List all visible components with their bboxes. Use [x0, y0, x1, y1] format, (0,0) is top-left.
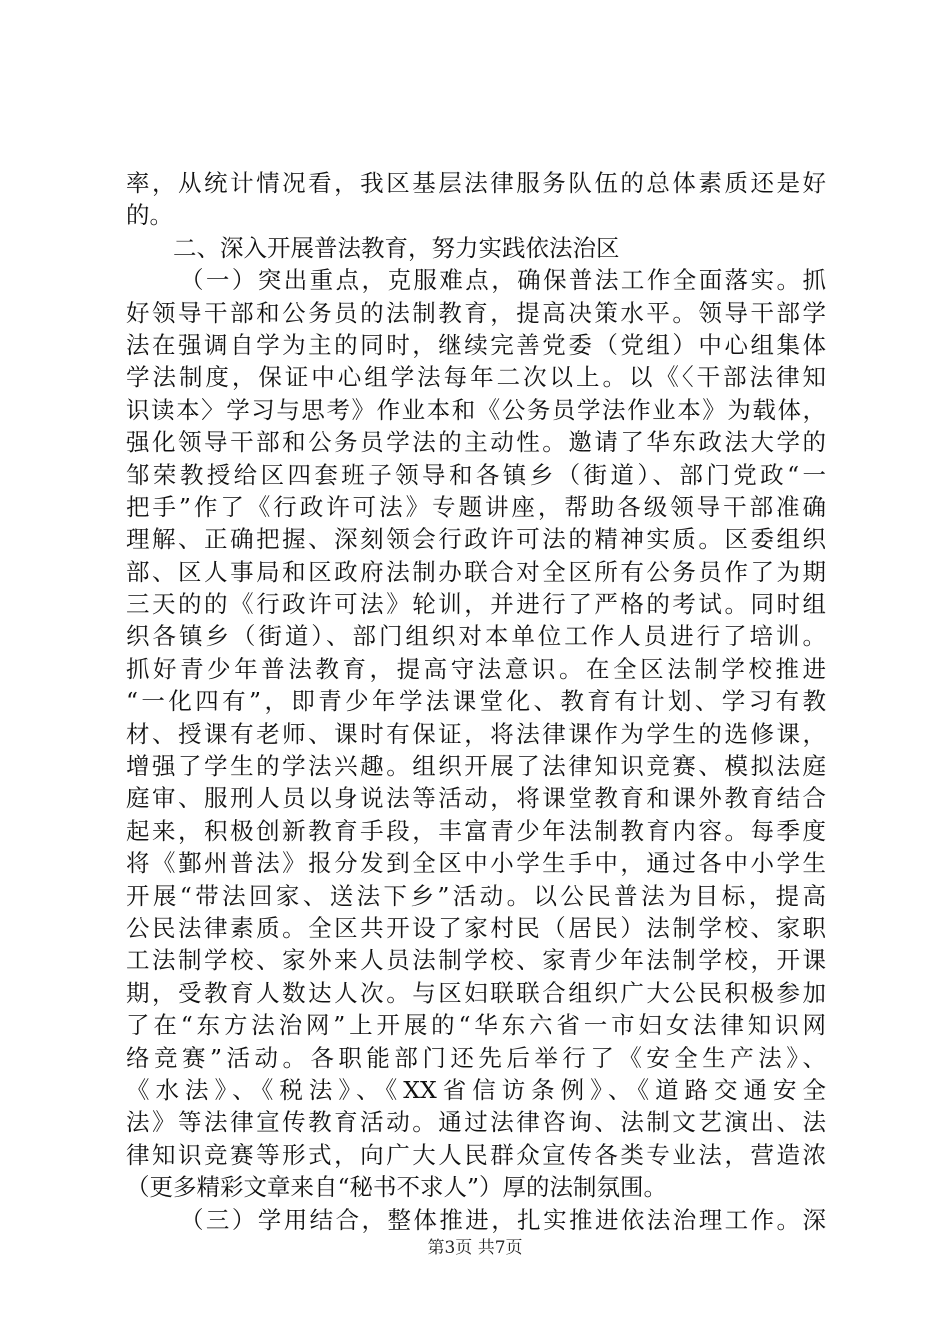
text-line: 增强了学生的学法兴趣。组织开展了法律知识竞赛、模拟法庭 — [126, 752, 826, 781]
text-line: （更多精彩文章来自“秘书不求人”）厚的法制氛围。 — [126, 1173, 668, 1202]
text-line: “一化四有”，即青少年学法课堂化、教育有计划、学习有教 — [126, 687, 826, 716]
text-line: 法在强调自学为主的同时，继续完善党委（党组）中心组集体 — [126, 330, 826, 359]
text-line: 强化领导干部和公务员学法的主动性。邀请了华东政法大学的 — [126, 428, 826, 457]
text-line: 庭审、服刑人员以身说法等活动，将课堂教育和课外教育结合 — [126, 784, 826, 813]
text-line: 《水法》、《税法》、《XX省信访条例》、《道路交通安全 — [126, 1075, 826, 1104]
text-line: 的。 — [126, 201, 173, 230]
text-line: 理解、正确把握、深刻领会行政许可法的精神实质。区委组织 — [126, 525, 826, 554]
text-line: 学法制度，保证中心组学法每年二次以上。以《〈干部法律知 — [126, 363, 826, 392]
text-line: 率，从统计情况看，我区基层法律服务队伍的总体素质还是好 — [126, 169, 826, 197]
text-line: 了在“东方法治网”上开展的“华东六省一市妇女法律知识网 — [126, 1011, 826, 1040]
text-line: 期，受教育人数达人次。与区妇联联合组织广大公民积极参加 — [126, 978, 826, 1007]
text-line: 好领导干部和公务员的法制教育，提高决策水平。领导干部学 — [126, 298, 826, 327]
text-line: （一）突出重点，克服难点，确保普法工作全面落实。抓 — [180, 266, 826, 295]
text-line: （三）学用结合，整体推进，扎实推进依法治理工作。深 — [180, 1205, 826, 1234]
text-line: 织各镇乡（街道）、部门组织对本单位工作人员进行了培训。 — [126, 622, 826, 651]
text-line: 开展“带法回家、送法下乡”活动。以公民普法为目标，提高 — [126, 881, 826, 910]
text-line: 工法制学校、家外来人员法制学校、家青少年法制学校，开课 — [126, 946, 826, 975]
text-line: 把手”作了《行政许可法》专题讲座，帮助各级领导干部准确 — [126, 492, 826, 521]
text-line: 法》等法律宣传教育活动。通过法律咨询、法制文艺演出、法 — [126, 1108, 826, 1137]
text-line: 识读本〉学习与思考》作业本和《公务员学法作业本》为载体， — [126, 395, 826, 424]
text-line: 材、授课有老师、课时有保证，将法律课作为学生的选修课， — [126, 719, 826, 748]
text-line: 律知识竞赛等形式，向广大人民群众宣传各类专业法，营造浓 — [126, 1140, 826, 1169]
text-line: 络竞赛”活动。各职能部门还先后举行了《安全生产法》、 — [126, 1043, 826, 1072]
document-body — [126, 167, 826, 1236]
text-line: 将《鄞州普法》报分发到全区中小学生手中，通过各中小学生 — [126, 849, 826, 878]
text-line: 二、深入开展普法教育，努力实践依法治区 — [173, 233, 620, 262]
text-line: 抓好青少年普法教育，提高守法意识。在全区法制学校推进 — [126, 654, 826, 683]
text-line: 起来，积极创新教育手段，丰富青少年法制教育内容。每季度 — [126, 816, 826, 845]
text-line: 三天的的《行政许可法》轮训，并进行了严格的考试。同时组 — [126, 590, 826, 619]
text-line: 公民法律素质。全区共开设了家村民（居民）法制学校、家职 — [126, 913, 826, 942]
text-line: 部、区人事局和区政府法制办联合对全区所有公务员作了为期 — [126, 557, 826, 586]
text-line: 邹荣教授给区四套班子领导和各镇乡（街道）、部门党政“一 — [126, 460, 826, 489]
page-footer: 第3页 共7页 — [427, 1238, 523, 1258]
